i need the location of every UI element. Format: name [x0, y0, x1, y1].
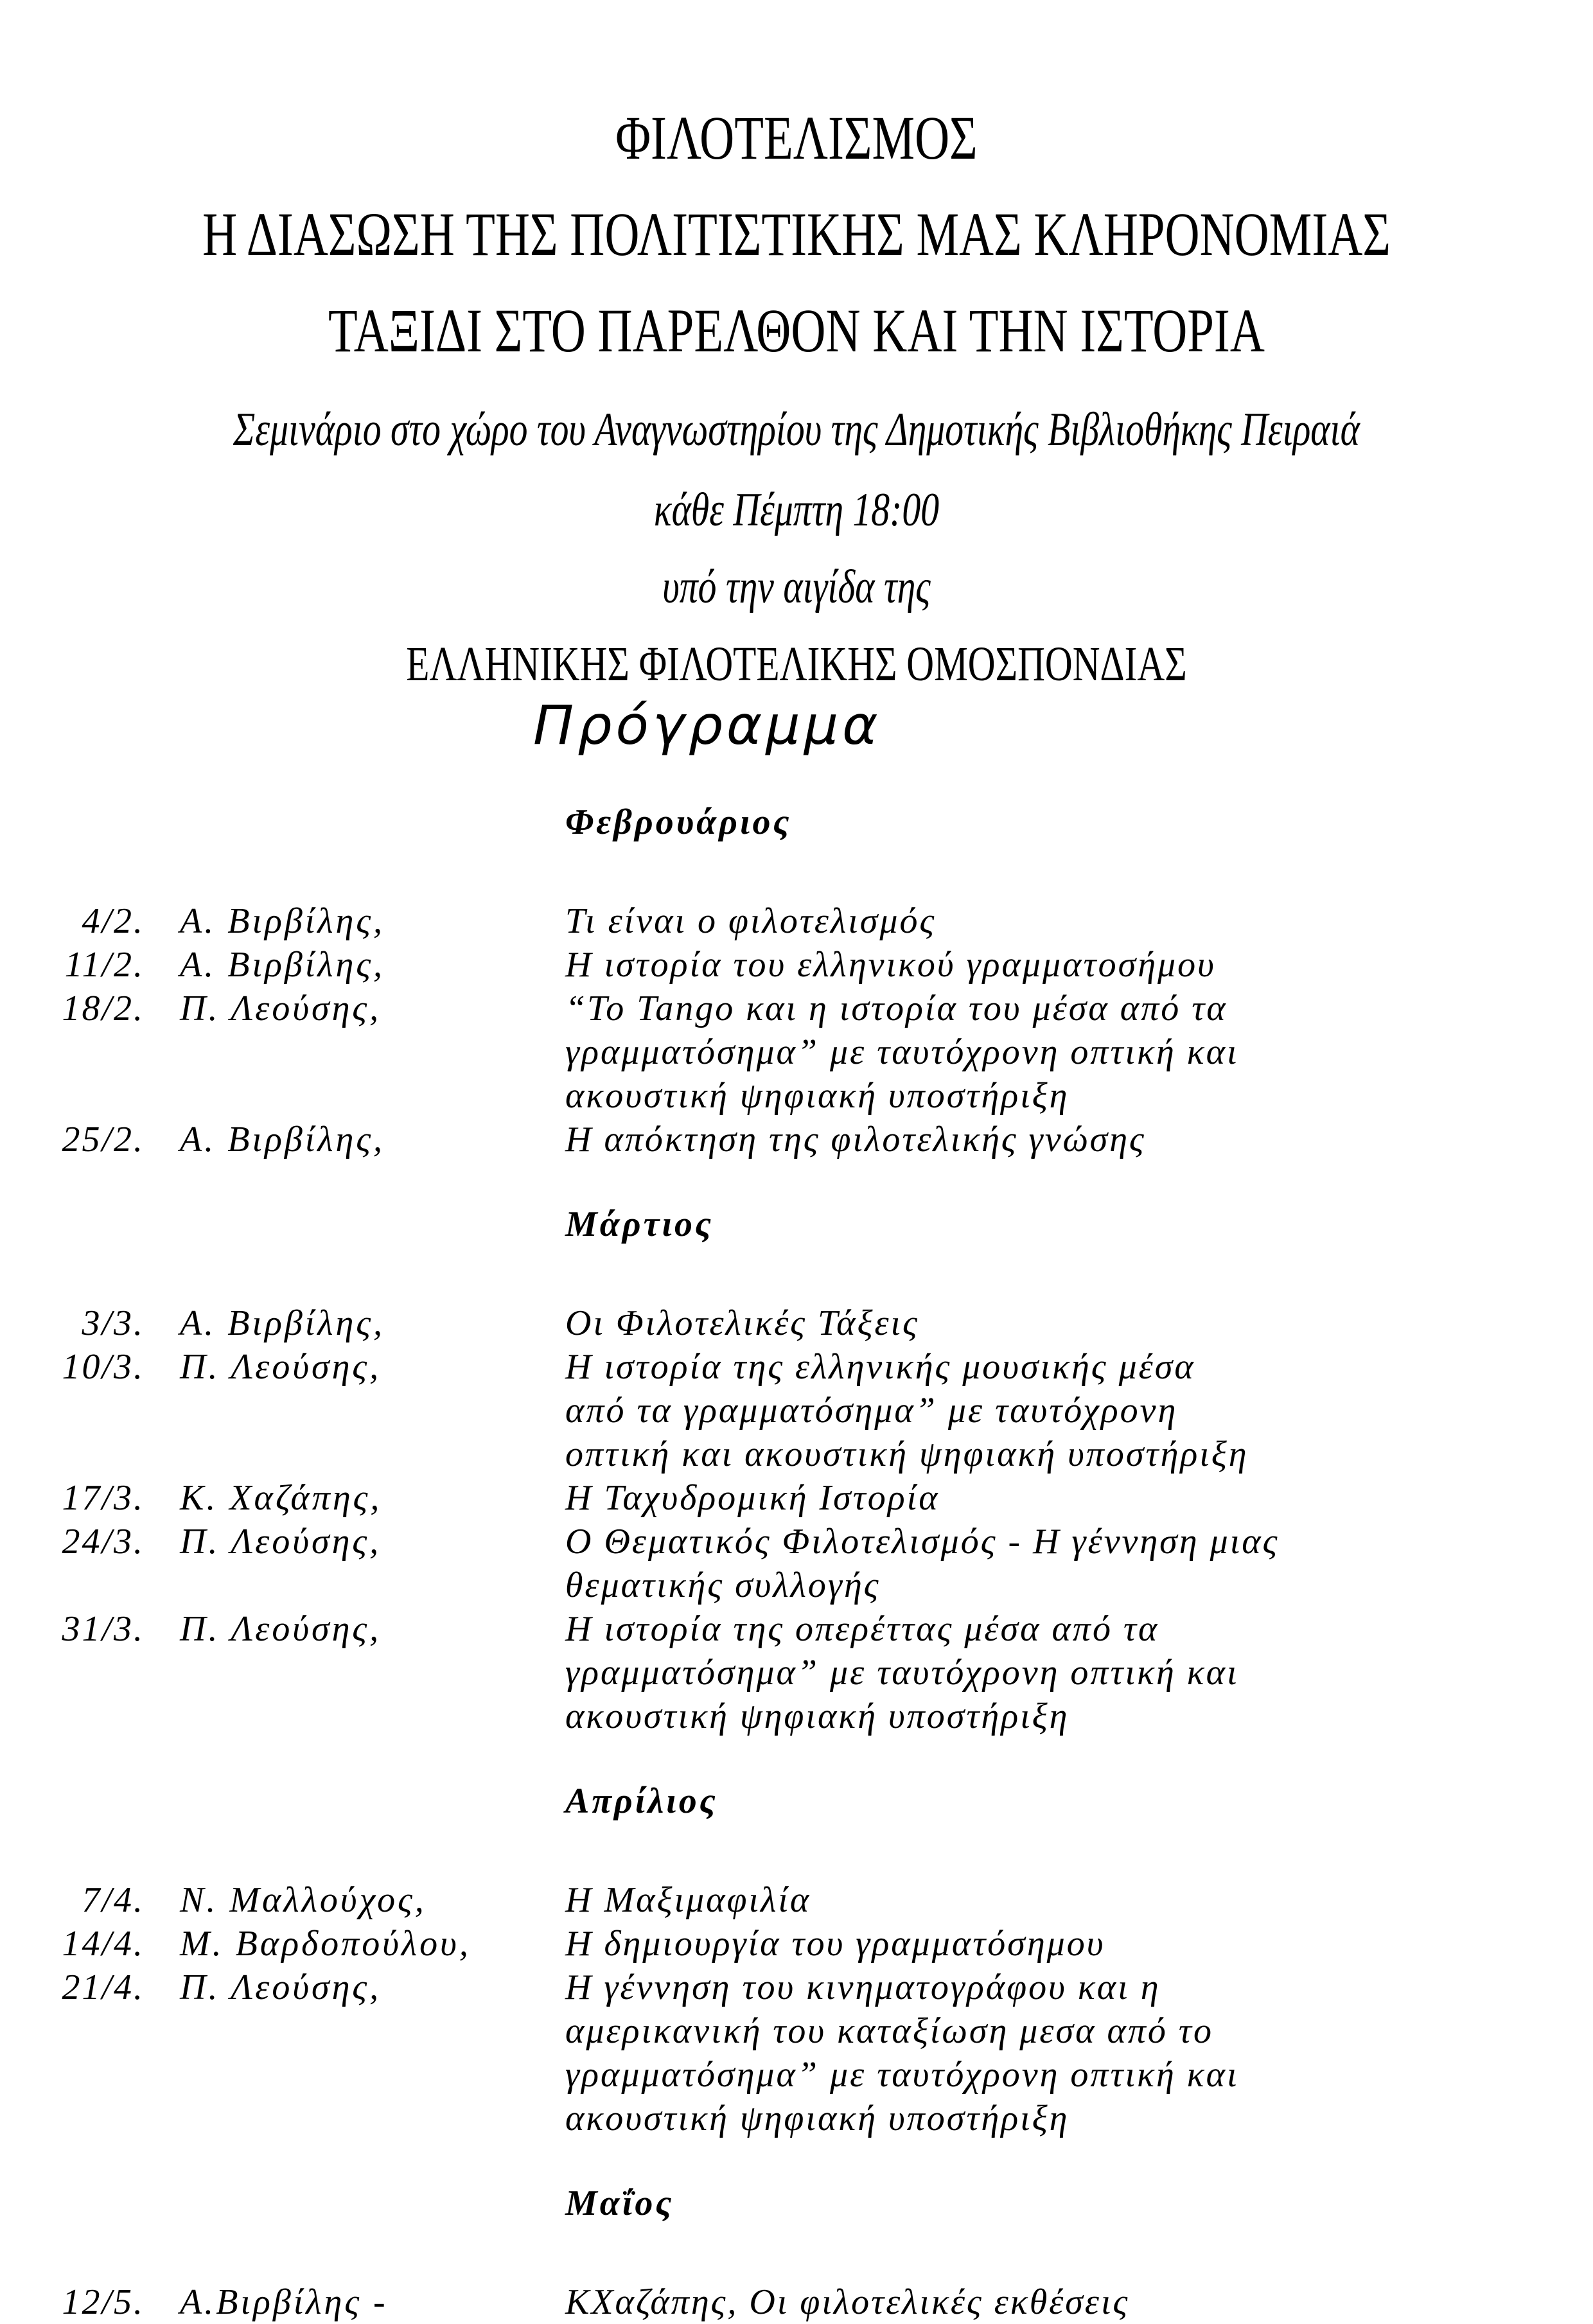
entry-speaker: Α. Βιρβίλης,	[180, 945, 385, 985]
month-heading: Μαΐος	[565, 2183, 674, 2223]
entry-date: 25/2.	[62, 1120, 145, 1159]
month-heading: Φεβρουάριος	[565, 802, 792, 842]
month-gap	[0, 2235, 1593, 2280]
entry-topic: ακουστική ψηφιακή υποστήριξη	[565, 1076, 1069, 1116]
entry-topic: θεματικής συλλογής	[565, 1565, 881, 1605]
entry-speaker: Π. Λεούσης,	[180, 989, 382, 1028]
month-heading: Απρίλιος	[565, 1781, 718, 1821]
schedule-entry	[0, 1520, 1593, 1563]
month-heading: Μάρτιος	[565, 1204, 714, 1244]
entry-topic: από τα γραμματόσημα” με ταυτόχρονη	[565, 1391, 1178, 1430]
month-gap	[0, 854, 1593, 899]
entry-speaker: Α. Βιρβίλης,	[180, 1120, 385, 1159]
entry-topic-continuation	[0, 2009, 1593, 2053]
schedule-entry	[0, 1922, 1593, 1966]
title-line-2: Η ΔΙΑΣΩΣΗ ΤΗΣ ΠΟΛΙΤΙΣΤΙΚΗΣ ΜΑΣ ΚΛΗΡΟΝΟΜΙΑΣ	[202, 200, 1391, 268]
schedule-entry	[0, 1301, 1593, 1345]
month-gap	[0, 1833, 1593, 1878]
entry-date: 24/3.	[62, 1522, 145, 1562]
aegis-text: υπό την αιγίδα της	[662, 561, 931, 613]
document-header	[0, 90, 1593, 703]
entry-topic: Η ιστορία της οπερέττας μέσα από τα	[565, 1609, 1159, 1649]
entry-speaker: Ν. Μαλλούχος,	[180, 1880, 427, 1920]
schedule-entry	[0, 1878, 1593, 1922]
entry-speaker: Α. Βιρβίλης,	[180, 901, 385, 941]
entry-topic: ΚΧαζάπης, Οι φιλοτελικές εκθέσεις	[565, 2282, 1130, 2322]
entry-date: 14/4.	[62, 1924, 145, 1964]
schedule-entry	[0, 1476, 1593, 1520]
entry-date: 31/3.	[62, 1609, 145, 1649]
schedule-entry	[0, 1345, 1593, 1389]
section-spacer	[0, 1738, 1593, 1769]
entry-date: 3/3.	[82, 1303, 145, 1343]
entry-topic: Η απόκτηση της φιλοτελικής γνώσης	[565, 1120, 1146, 1159]
entry-topic: Η Μαξιμαφιλία	[565, 1880, 811, 1920]
entry-date: 11/2.	[64, 945, 145, 985]
schedule-time: κάθε Πέμπτη 18:00	[653, 484, 940, 536]
entry-topic-continuation	[0, 1695, 1593, 1738]
entry-topic: Η γέννηση του κινηματογράφου και η	[565, 1967, 1161, 2007]
entry-date: 17/3.	[62, 1478, 145, 1518]
entry-topic: Η δημιουργία του γραμματόσημου	[565, 1924, 1105, 1964]
entry-topic: Η Ταχυδρομική Ιστορία	[565, 1478, 940, 1518]
entry-topic: Οι Φιλοτελικές Τάξεις	[565, 1303, 919, 1343]
entry-topic: αμερικανική του καταξίωση μεσα από το	[565, 2011, 1213, 2051]
entry-date: 4/2.	[82, 901, 145, 941]
entry-topic: γραμματόσημα” με ταυτόχρονη οπτική και	[565, 2055, 1239, 2095]
entry-date: 18/2.	[62, 989, 145, 1028]
schedule-entry	[0, 1607, 1593, 1651]
entry-speaker: Π. Λεούσης,	[180, 1967, 382, 2007]
entry-date: 12/5.	[62, 2282, 145, 2322]
program-schedule	[0, 790, 1593, 2324]
entry-topic-continuation	[0, 1030, 1593, 1074]
section-spacer	[0, 2140, 1593, 2171]
entry-speaker: Π. Λεούσης,	[180, 1522, 382, 1562]
entry-topic-continuation	[0, 2097, 1593, 2140]
entry-topic-continuation	[0, 1074, 1593, 1118]
section-spacer	[0, 1161, 1593, 1192]
schedule-entry	[0, 943, 1593, 987]
entry-speaker: Κ. Χαζάπης,	[180, 1478, 382, 1518]
entry-topic-continuation	[0, 1432, 1593, 1476]
title-line-3: ΤΑΞΙΔΙ ΣΤΟ ΠΑΡΕΛΘΟΝ ΚΑΙ ΤΗΝ ΙΣΤΟΡΙΑ	[328, 296, 1265, 365]
seminar-subtitle: Σεμινάριο στο χώρο του Αναγνωστηρίου της Δημοτικής Βιβλιοθήκης Πειραιά	[233, 403, 1360, 456]
entry-topic: “Το Tango και η ιστορία του μέσα από τα	[565, 989, 1228, 1028]
entry-speaker: Α. Βιρβίλης,	[180, 1303, 385, 1343]
entry-topic-continuation	[0, 1651, 1593, 1695]
entry-topic: ακουστική ψηφιακή υποστήριξη	[565, 2099, 1069, 2138]
month-gap	[0, 1256, 1593, 1301]
entry-speaker: Π. Λεούσης,	[180, 1347, 382, 1387]
schedule-entry	[0, 987, 1593, 1030]
entry-topic: ακουστική ψηφιακή υποστήριξη	[565, 1696, 1069, 1736]
entry-topic: γραμματόσημα” με ταυτόχρονη οπτική και	[565, 1032, 1239, 1072]
organization-name: ΕΛΛΗΝΙΚΗΣ ΦΙΛΟΤΕΛΙΚΗΣ ΟΜΟΣΠΟΝΔΙΑΣ	[406, 637, 1187, 691]
schedule-entry	[0, 2280, 1593, 2324]
entry-topic-continuation	[0, 2053, 1593, 2097]
entry-topic-continuation	[0, 1563, 1593, 1607]
entry-topic: γραμματόσημα” με ταυτόχρονη οπτική και	[565, 1653, 1239, 1693]
entry-topic-continuation	[0, 1389, 1593, 1432]
entry-speaker: Π. Λεούσης,	[180, 1609, 382, 1649]
entry-date: 21/4.	[62, 1967, 145, 2007]
main-title: ΦΙΛΟΤΕΛΙΣΜΟΣ	[615, 103, 978, 172]
entry-topic: Η ιστορία της ελληνικής μουσικής μέσα	[565, 1347, 1195, 1387]
entry-topic: Η ιστορία του ελληνικού γραμματοσήμου	[565, 945, 1216, 985]
program-title: Πρόγραμμα	[533, 694, 882, 757]
schedule-entry	[0, 1966, 1593, 2009]
entry-speaker: Α.Βιρβίλης -	[180, 2282, 388, 2322]
schedule-entry	[0, 1118, 1593, 1161]
entry-date: 7/4.	[82, 1880, 145, 1920]
entry-speaker: Μ. Βαρδοπούλου,	[180, 1924, 471, 1964]
schedule-entry	[0, 899, 1593, 943]
entry-date: 10/3.	[62, 1347, 145, 1387]
entry-topic: Τι είναι ο φιλοτελισμός	[565, 901, 937, 941]
entry-topic: οπτική και ακουστική ψηφιακή υποστήριξη	[565, 1434, 1249, 1474]
entry-topic: Ο Θεματικός Φιλοτελισμός - Η γέννηση μιας	[565, 1522, 1280, 1562]
